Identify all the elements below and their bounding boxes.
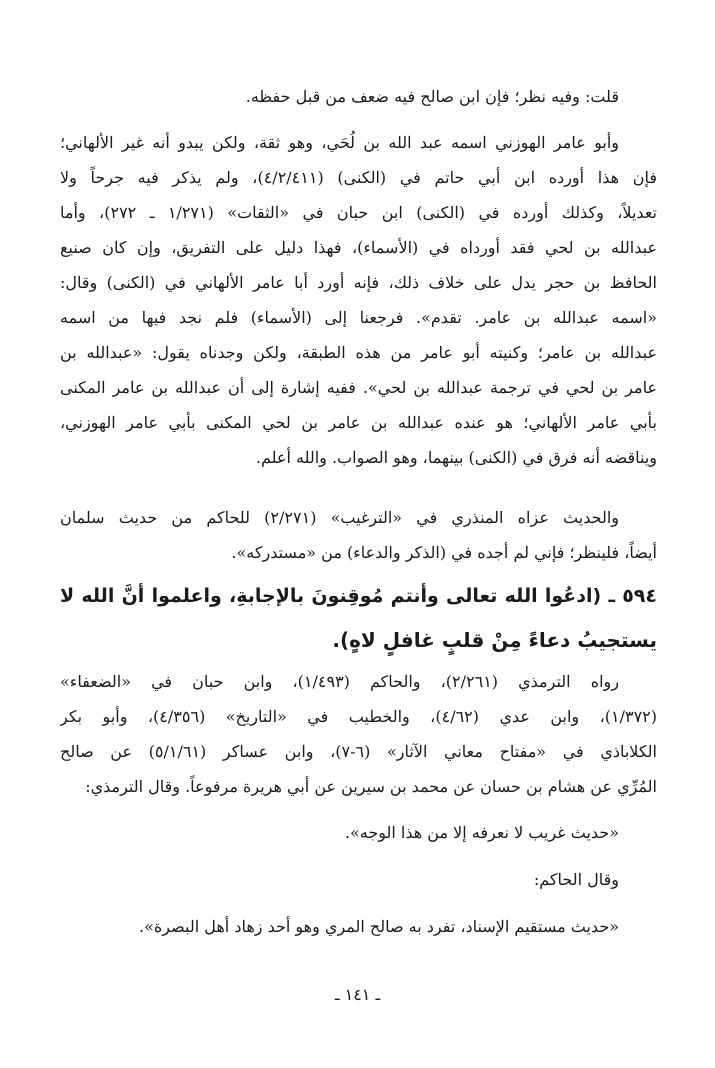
- text-line: «حديث مستقيم الإسناد، تفرد به صالح المري وهو أحد زهاد أهل البصرة».: [139, 917, 619, 936]
- text-line: (١/٣٧٢)، وابن عدي (٤/٦٢)، والخطيب في «التاريخ» (٤/٣٥٦)، وأبو بكر: [60, 707, 657, 726]
- text-line: المُرِّي عن هشام بن حسان عن محمد بن سيرين عن أبي هريرة مرفوعاً. وقال الترمذي:: [85, 777, 657, 796]
- text-line: الكلاباذي في «مفتاح معاني الآثار» (٦-٧)، وابن عساكر (٥/١/٦١) عن صالح: [60, 742, 657, 761]
- quote-hakim: [60, 909, 657, 944]
- paragraph-narrator-discussion: [60, 125, 657, 475]
- text-line: أيضاً، فلينظر؛ فإني لم أجده في (الذكر والدعاء) من «مستدركه».: [231, 543, 657, 562]
- text-line: تعديلاً، وكذلك أورده في (الكنى) ابن حبان في «الثقات» (١/٢٧١ ـ ٢٧٢)، وأما: [60, 203, 657, 222]
- text-line: وقال الحاكم:: [533, 870, 619, 889]
- text-line: والحديث عزاه المنذري في «الترغيب» (٢/٢٧١) للحاكم من حديث سلمان: [60, 508, 619, 527]
- text-line: عامر بن لحي في ترجمة عبدالله بن لحي». ففيه إشارة إلى أن عبدالله بن عامر المكنى: [60, 378, 657, 397]
- text-line: وأبو عامر الهوزني اسمه عبد الله بن لُحَي، وهو ثقة، ولكن يبدو أنه غير الألهاني؛: [60, 133, 619, 152]
- text-line: عبدالله بن عامر؛ وكنيته أبو عامر من هذه الطبقة، ولكن وجدناه يقول: «عبدالله بن: [60, 343, 657, 362]
- quote-tirmidhi: [60, 815, 657, 850]
- heading-line: ٥٩٤ ـ (ادعُوا الله تعالى وأنتم مُوقِنونَ بالإجابةِ، واعلموا أنَّ الله لا: [60, 585, 657, 607]
- page-number: ـ ١٤١ ـ: [334, 985, 381, 1004]
- paragraph-mundhiri: [60, 500, 657, 570]
- text-line: الحافظ بن حجر يدل على خلاف ذلك، فإنه أورد أبا عامر الألهاني في (الكنى) وقال:: [60, 273, 657, 292]
- text-line: بأبي عامر الألهاني؛ هو عنده عبدالله بن عامر بن لحي المكنى بأبي عامر الهوزني،: [60, 413, 657, 432]
- text-line: «اسمه عبدالله بن عامر. تقدم». فرجعنا إلى (الأسماء) فلم نجد فيها من اسمه: [60, 308, 657, 327]
- paragraph-hakim-intro: [60, 862, 657, 897]
- heading-line: يستجيبُ دعاءً مِنْ قلبٍ غافلٍ لاهٍ).: [332, 628, 657, 652]
- text-line: فإن هذا أورده ابن أبي حاتم في (الكنى) (٤/٢/٤١١)، ولم يذكر فيه جرحاً ولا: [60, 168, 657, 187]
- paragraph-comment: [60, 79, 657, 114]
- text-line: ويناقضه أنه فرق في (الكنى) بينهما، وهو الصواب. والله أعلم.: [255, 448, 657, 467]
- hadith-heading: [60, 574, 657, 662]
- text-line: «حديث غريب لا نعرفه إلا من هذا الوجه».: [344, 823, 619, 842]
- text-line: عبدالله بن لحي فقد أورداه في (الأسماء)، فهذا دليل على التفريق، وإن كان صنيع: [60, 238, 657, 257]
- text-line: رواه الترمذي (٢/٢٦١)، والحاكم (١/٤٩٣)، وابن حبان في «الضعفاء»: [60, 672, 619, 691]
- text-line: قلت: وفيه نظر؛ فإن ابن صالح فيه ضعف من قبل حفظه.: [245, 87, 619, 106]
- paragraph-takhrij: [60, 664, 657, 804]
